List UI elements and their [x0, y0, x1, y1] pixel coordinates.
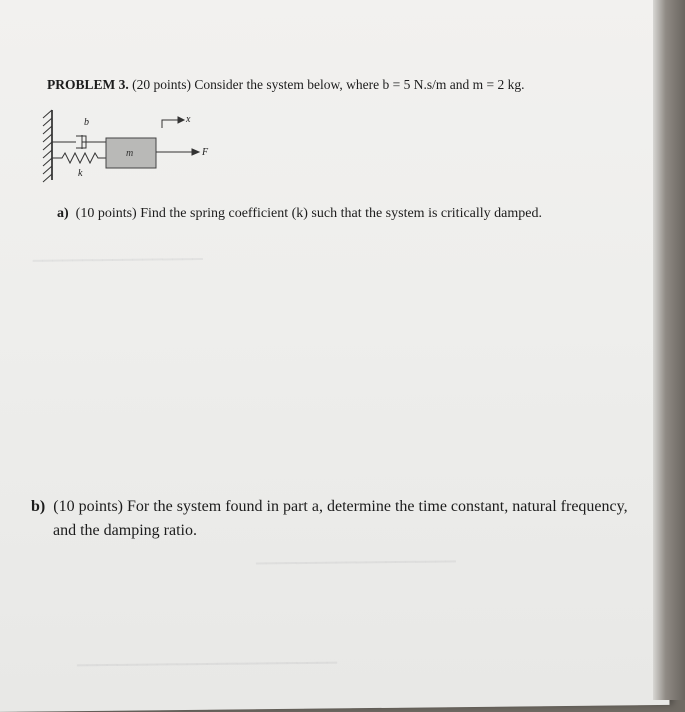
bleed-through-mark: ▁▁▁▁▁▁▁▁▁▁▁▁▁▁▁▁▁▁▁▁▁▁▁▁▁▁: [76, 648, 337, 667]
force-arrow: [156, 149, 199, 155]
question-b: [31, 495, 671, 543]
problem-text: (20 points) Consider the system below, where b = 5 N.s/m and m = 2 kg.: [128, 77, 525, 92]
background-edge: [653, 0, 685, 700]
bleed-through-mark: ▁▁▁▁▁▁▁▁▁▁▁▁▁▁▁▁▁▁▁▁: [255, 547, 456, 565]
question-a: [57, 206, 542, 222]
spring: [52, 153, 106, 163]
mass-label: m: [126, 148, 134, 159]
question-b-text-line1: (10 points) For the system found in part a, determine the time constant, natural frequency,: [53, 498, 628, 515]
x-direction-arrow: [162, 117, 184, 128]
force-label: F: [202, 147, 209, 158]
displacement-label: x: [186, 114, 191, 125]
question-b-label: b): [31, 498, 46, 515]
question-b-text-line2: and the damping ratio.: [53, 522, 197, 539]
mass-spring-damper-diagram: [40, 108, 230, 188]
problem-heading: PROBLEM 3.: [47, 77, 129, 92]
spring-label: k: [78, 168, 83, 179]
question-a-text: (10 points) Find the spring coefficient (k) such that the system is critically damped.: [75, 206, 542, 221]
bleed-through-mark: ▁▁▁▁▁▁▁▁▁▁▁▁▁▁▁▁▁: [32, 244, 203, 262]
damper: [52, 135, 106, 149]
problem-statement: [47, 77, 524, 93]
question-a-label: a): [57, 206, 69, 221]
damper-label: b: [84, 117, 89, 128]
wall: [43, 110, 52, 182]
